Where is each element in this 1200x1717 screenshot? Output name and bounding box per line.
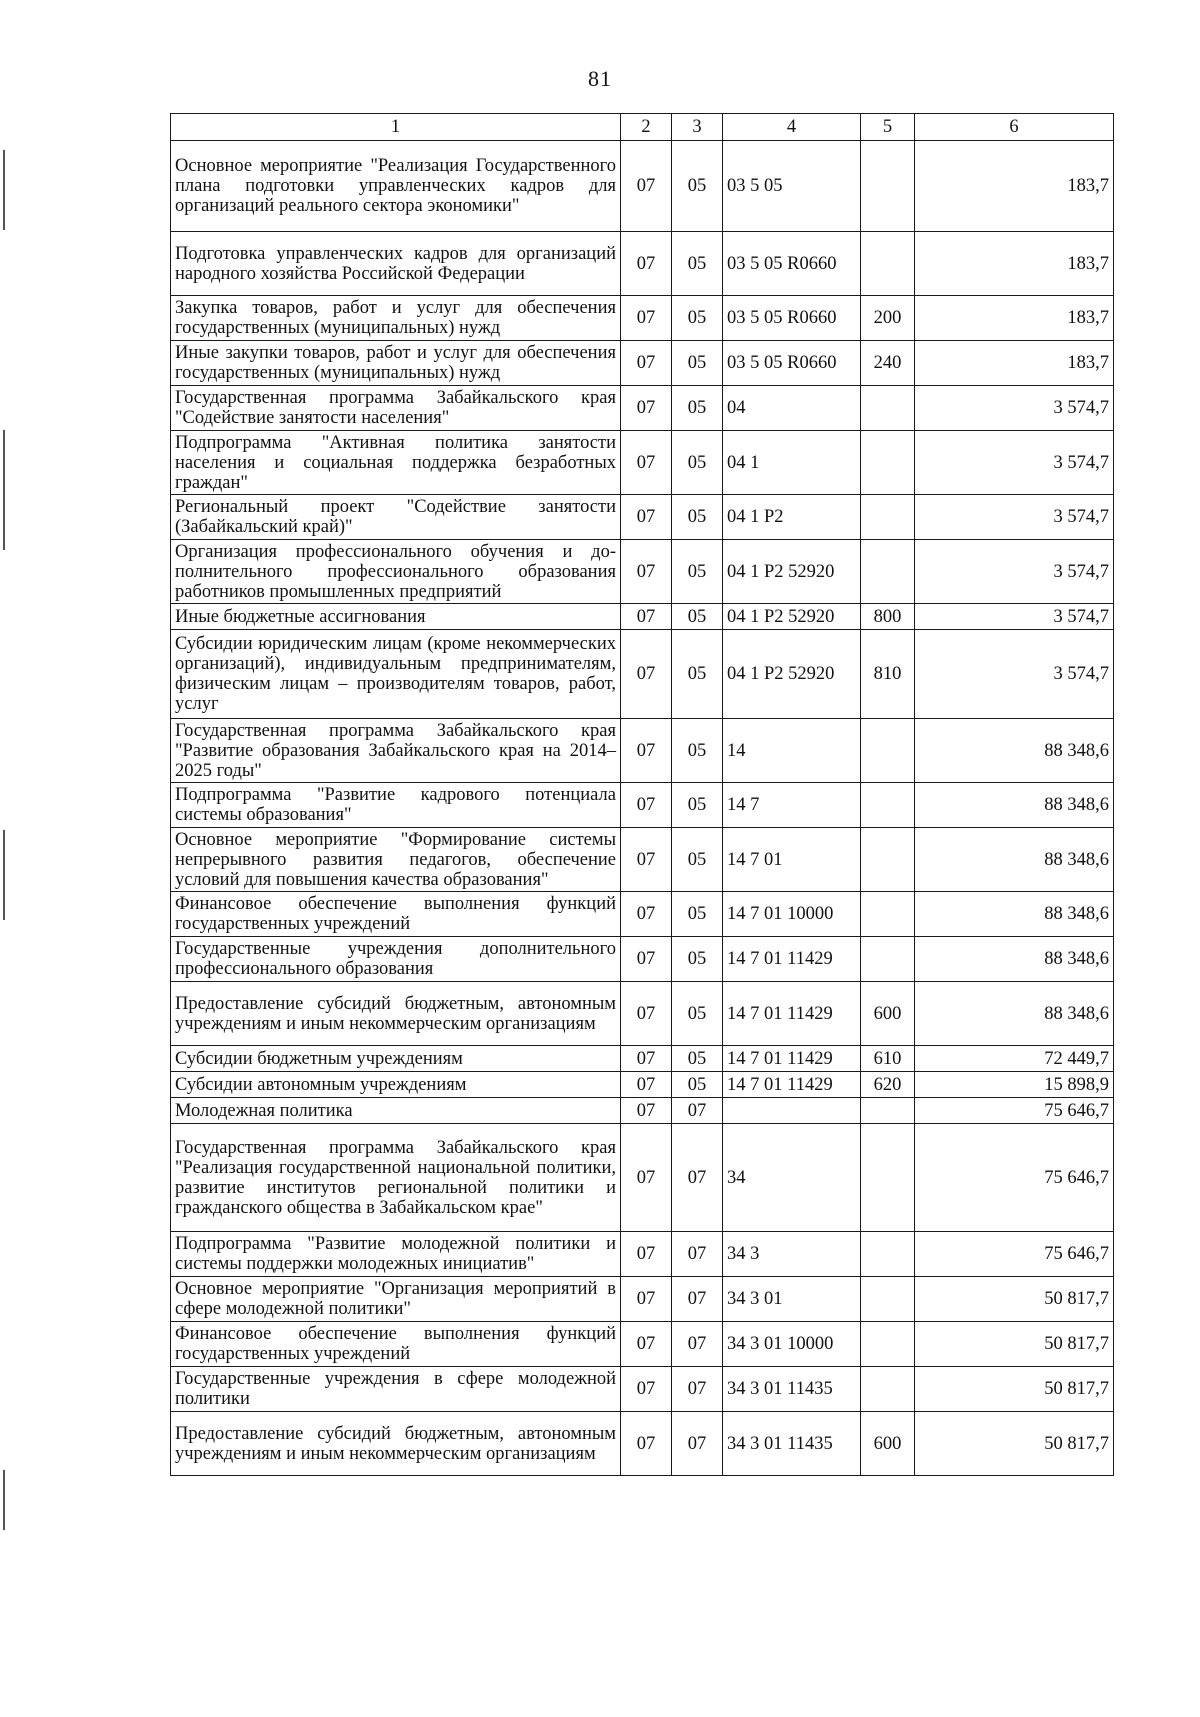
row-name-cell: Организация профессионального обучения и дополнительного профессионального образования работников промышленных предприятий (171, 540, 621, 604)
row-name-cell: Финансовое обеспечение выполнения функций государственных учреждений (171, 1322, 621, 1367)
target-article-code-cell: 14 7 (723, 783, 861, 828)
expense-type-code-cell (861, 232, 915, 296)
amount-cell: 88 348,6 (915, 828, 1114, 892)
table-row (171, 1412, 1114, 1476)
row-name-cell: Предоставление субсидий бюджетным, автономным учреждениям и иным некоммерческим организациям (171, 1412, 621, 1476)
row-name-cell: Финансовое обеспечение выполнения функций государственных учреждений (171, 892, 621, 937)
row-name-cell: Подпрограмма "Развитие кадрового потенциала системы образования" (171, 783, 621, 828)
target-article-code-cell: 04 (723, 386, 861, 431)
header-col-4: 4 (723, 114, 861, 141)
expense-type-code-cell (861, 783, 915, 828)
amount-cell: 3 574,7 (915, 495, 1114, 540)
subsection-code-cell: 05 (672, 431, 723, 495)
section-code-cell: 07 (621, 431, 672, 495)
expense-type-code-cell: 620 (861, 1072, 915, 1098)
row-name-cell: Основное мероприятие "Реализация Государственного плана подготовки управленческих кадров для организаций реального сектора экономики" (171, 141, 621, 232)
expense-type-code-cell: 810 (861, 630, 915, 719)
amount-cell: 183,7 (915, 341, 1114, 386)
subsection-code-cell: 05 (672, 828, 723, 892)
amount-cell: 72 449,7 (915, 1046, 1114, 1072)
subsection-code-cell: 07 (672, 1322, 723, 1367)
table-row (171, 1046, 1114, 1072)
scan-edge-marks (0, 0, 14, 1717)
row-name-cell: Региональный проект "Содействие занятости (Забайкальский край)" (171, 495, 621, 540)
expense-type-code-cell (861, 495, 915, 540)
target-article-code-cell: 34 3 01 11435 (723, 1367, 861, 1412)
table-row (171, 540, 1114, 604)
section-code-cell: 07 (621, 937, 672, 982)
section-code-cell: 07 (621, 232, 672, 296)
table-row (171, 1277, 1114, 1322)
amount-cell: 183,7 (915, 232, 1114, 296)
table-row (171, 296, 1114, 341)
expense-type-code-cell: 600 (861, 1412, 915, 1476)
expense-type-code-cell: 800 (861, 604, 915, 630)
header-col-5: 5 (861, 114, 915, 141)
amount-cell: 183,7 (915, 296, 1114, 341)
table-row (171, 1367, 1114, 1412)
expense-type-code-cell: 200 (861, 296, 915, 341)
section-code-cell: 07 (621, 1412, 672, 1476)
row-name-cell: Субсидии автономным учреждениям (171, 1072, 621, 1098)
expense-type-code-cell (861, 937, 915, 982)
page-number: 81 (588, 66, 612, 91)
amount-cell: 75 646,7 (915, 1232, 1114, 1277)
subsection-code-cell: 07 (672, 1098, 723, 1124)
table-row (171, 1098, 1114, 1124)
amount-cell: 50 817,7 (915, 1367, 1114, 1412)
subsection-code-cell: 05 (672, 937, 723, 982)
target-article-code-cell: 04 1 P2 (723, 495, 861, 540)
header-col-6: 6 (915, 114, 1114, 141)
amount-cell: 75 646,7 (915, 1124, 1114, 1232)
subsection-code-cell: 05 (672, 604, 723, 630)
amount-cell: 183,7 (915, 141, 1114, 232)
expense-type-code-cell (861, 386, 915, 431)
section-code-cell: 07 (621, 1072, 672, 1098)
subsection-code-cell: 05 (672, 232, 723, 296)
target-article-code-cell: 04 1 P2 52920 (723, 540, 861, 604)
amount-cell: 88 348,6 (915, 982, 1114, 1046)
section-code-cell: 07 (621, 341, 672, 386)
section-code-cell: 07 (621, 1232, 672, 1277)
table-row (171, 630, 1114, 719)
target-article-code-cell: 14 7 01 10000 (723, 892, 861, 937)
subsection-code-cell: 07 (672, 1277, 723, 1322)
section-code-cell: 07 (621, 540, 672, 604)
amount-cell: 3 574,7 (915, 604, 1114, 630)
subsection-code-cell: 05 (672, 1072, 723, 1098)
amount-cell: 3 574,7 (915, 431, 1114, 495)
expense-type-code-cell (861, 431, 915, 495)
expense-type-code-cell (861, 892, 915, 937)
row-name-cell: Закупка товаров, работ и услуг для обеспечения государственных (муниципальных) нужд (171, 296, 621, 341)
row-name-cell: Основное мероприятие "Формирование системы непрерывного развития педагогов, обеспечение условий для повышения качества образования" (171, 828, 621, 892)
table-row (171, 783, 1114, 828)
amount-cell: 88 348,6 (915, 937, 1114, 982)
amount-cell: 50 817,7 (915, 1322, 1114, 1367)
section-code-cell: 07 (621, 604, 672, 630)
table-row (171, 937, 1114, 982)
subsection-code-cell: 05 (672, 386, 723, 431)
target-article-code-cell: 04 1 (723, 431, 861, 495)
row-name-cell: Государственная программа Забайкальского края "Реализация государственной национальной политики, развитие институтов региональной политики и гражданского общества в Забайкальском крае" (171, 1124, 621, 1232)
table-row (171, 341, 1114, 386)
expense-type-code-cell (861, 1322, 915, 1367)
row-name-cell: Субсидии юридическим лицам (кроме некоммерческих организаций), индивидуальным предпринимателям, физическим лицам – производителям товаров, работ, услуг (171, 630, 621, 719)
row-name-cell: Предоставление субсидий бюджетным, автономным учреждениям и иным некоммерческим организациям (171, 982, 621, 1046)
section-code-cell: 07 (621, 1098, 672, 1124)
amount-cell: 3 574,7 (915, 386, 1114, 431)
amount-cell: 75 646,7 (915, 1098, 1114, 1124)
section-code-cell: 07 (621, 1124, 672, 1232)
expense-type-code-cell (861, 1277, 915, 1322)
expense-type-code-cell (861, 540, 915, 604)
target-article-code-cell: 14 7 01 (723, 828, 861, 892)
target-article-code-cell: 04 1 P2 52920 (723, 630, 861, 719)
subsection-code-cell: 05 (672, 141, 723, 232)
row-name-cell: Подпрограмма "Активная политика занятости населения и социальная поддержка безработных граждан" (171, 431, 621, 495)
table-row (171, 982, 1114, 1046)
table-row (171, 892, 1114, 937)
amount-cell: 3 574,7 (915, 540, 1114, 604)
table-row (171, 386, 1114, 431)
subsection-code-cell: 05 (672, 719, 723, 783)
target-article-code-cell: 14 7 01 11429 (723, 1072, 861, 1098)
row-name-cell: Основное мероприятие "Организация мероприятий в сфере молодежной политики" (171, 1277, 621, 1322)
target-article-code-cell: 34 3 01 10000 (723, 1322, 861, 1367)
expense-type-code-cell (861, 141, 915, 232)
row-name-cell: Государственная программа Забайкальского края "Развитие образования Забайкальского края на 2014–2025 годы" (171, 719, 621, 783)
target-article-code-cell: 34 3 01 11435 (723, 1412, 861, 1476)
section-code-cell: 07 (621, 719, 672, 783)
header-col-2: 2 (621, 114, 672, 141)
section-code-cell: 07 (621, 386, 672, 431)
amount-cell: 50 817,7 (915, 1412, 1114, 1476)
target-article-code-cell: 34 3 01 (723, 1277, 861, 1322)
expense-type-code-cell: 600 (861, 982, 915, 1046)
section-code-cell: 07 (621, 1367, 672, 1412)
header-col-3: 3 (672, 114, 723, 141)
row-name-cell: Молодежная политика (171, 1098, 621, 1124)
target-article-code-cell: 03 5 05 R0660 (723, 232, 861, 296)
subsection-code-cell: 07 (672, 1367, 723, 1412)
table-row (171, 1232, 1114, 1277)
table-row (171, 431, 1114, 495)
target-article-code-cell: 04 1 P2 52920 (723, 604, 861, 630)
target-article-code-cell: 14 7 01 11429 (723, 982, 861, 1046)
row-name-cell: Иные бюджетные ассигнования (171, 604, 621, 630)
target-article-code-cell: 03 5 05 R0660 (723, 296, 861, 341)
row-name-cell: Государственная программа Забайкальского края "Содействие занятости населения" (171, 386, 621, 431)
amount-cell: 50 817,7 (915, 1277, 1114, 1322)
header-row (171, 114, 1114, 141)
target-article-code-cell: 03 5 05 (723, 141, 861, 232)
section-code-cell: 07 (621, 828, 672, 892)
target-article-code-cell: 34 3 (723, 1232, 861, 1277)
row-name-cell: Субсидии бюджетным учреждениям (171, 1046, 621, 1072)
subsection-code-cell: 05 (672, 495, 723, 540)
target-article-code-cell: 34 (723, 1124, 861, 1232)
subsection-code-cell: 05 (672, 540, 723, 604)
target-article-code-cell: 14 (723, 719, 861, 783)
subsection-code-cell: 05 (672, 892, 723, 937)
amount-cell: 15 898,9 (915, 1072, 1114, 1098)
section-code-cell: 07 (621, 296, 672, 341)
row-name-cell: Подпрограмма "Развитие молодежной политики и системы поддержки молодежных инициатив" (171, 1232, 621, 1277)
expense-type-code-cell (861, 828, 915, 892)
expense-type-code-cell (861, 719, 915, 783)
subsection-code-cell: 05 (672, 982, 723, 1046)
expense-type-code-cell: 610 (861, 1046, 915, 1072)
row-name-cell: Государственные учреждения в сфере молодежной политики (171, 1367, 621, 1412)
table-row (171, 604, 1114, 630)
section-code-cell: 07 (621, 982, 672, 1046)
amount-cell: 88 348,6 (915, 719, 1114, 783)
table-row (171, 828, 1114, 892)
subsection-code-cell: 07 (672, 1232, 723, 1277)
section-code-cell: 07 (621, 630, 672, 719)
target-article-code-cell: 14 7 01 11429 (723, 937, 861, 982)
table-row (171, 1124, 1114, 1232)
subsection-code-cell: 05 (672, 341, 723, 386)
section-code-cell: 07 (621, 495, 672, 540)
expense-type-code-cell: 240 (861, 341, 915, 386)
table-row (171, 232, 1114, 296)
row-name-cell: Государственные учреждения дополнительного профессионального образования (171, 937, 621, 982)
row-name-cell: Иные закупки товаров, работ и услуг для обеспечения государственных (муниципальных) нужд (171, 341, 621, 386)
table-row (171, 1322, 1114, 1367)
section-code-cell: 07 (621, 783, 672, 828)
table-row (171, 719, 1114, 783)
target-article-code-cell: 03 5 05 R0660 (723, 341, 861, 386)
section-code-cell: 07 (621, 141, 672, 232)
section-code-cell: 07 (621, 1277, 672, 1322)
section-code-cell: 07 (621, 892, 672, 937)
amount-cell: 88 348,6 (915, 892, 1114, 937)
expense-type-code-cell (861, 1098, 915, 1124)
budget-table (170, 113, 1114, 1476)
subsection-code-cell: 07 (672, 1412, 723, 1476)
table-row (171, 1072, 1114, 1098)
section-code-cell: 07 (621, 1322, 672, 1367)
table-body (171, 141, 1114, 1476)
section-code-cell: 07 (621, 1046, 672, 1072)
amount-cell: 88 348,6 (915, 783, 1114, 828)
row-name-cell: Подготовка управленческих кадров для организаций народного хозяйства Российской Федерации (171, 232, 621, 296)
subsection-code-cell: 05 (672, 1046, 723, 1072)
amount-cell: 3 574,7 (915, 630, 1114, 719)
subsection-code-cell: 05 (672, 630, 723, 719)
table-row (171, 141, 1114, 232)
table-row (171, 495, 1114, 540)
table-header (171, 114, 1114, 141)
expense-type-code-cell (861, 1232, 915, 1277)
expense-type-code-cell (861, 1367, 915, 1412)
target-article-code-cell: 14 7 01 11429 (723, 1046, 861, 1072)
subsection-code-cell: 05 (672, 296, 723, 341)
header-col-1: 1 (171, 114, 621, 141)
subsection-code-cell: 07 (672, 1124, 723, 1232)
target-article-code-cell (723, 1098, 861, 1124)
subsection-code-cell: 05 (672, 783, 723, 828)
expense-type-code-cell (861, 1124, 915, 1232)
